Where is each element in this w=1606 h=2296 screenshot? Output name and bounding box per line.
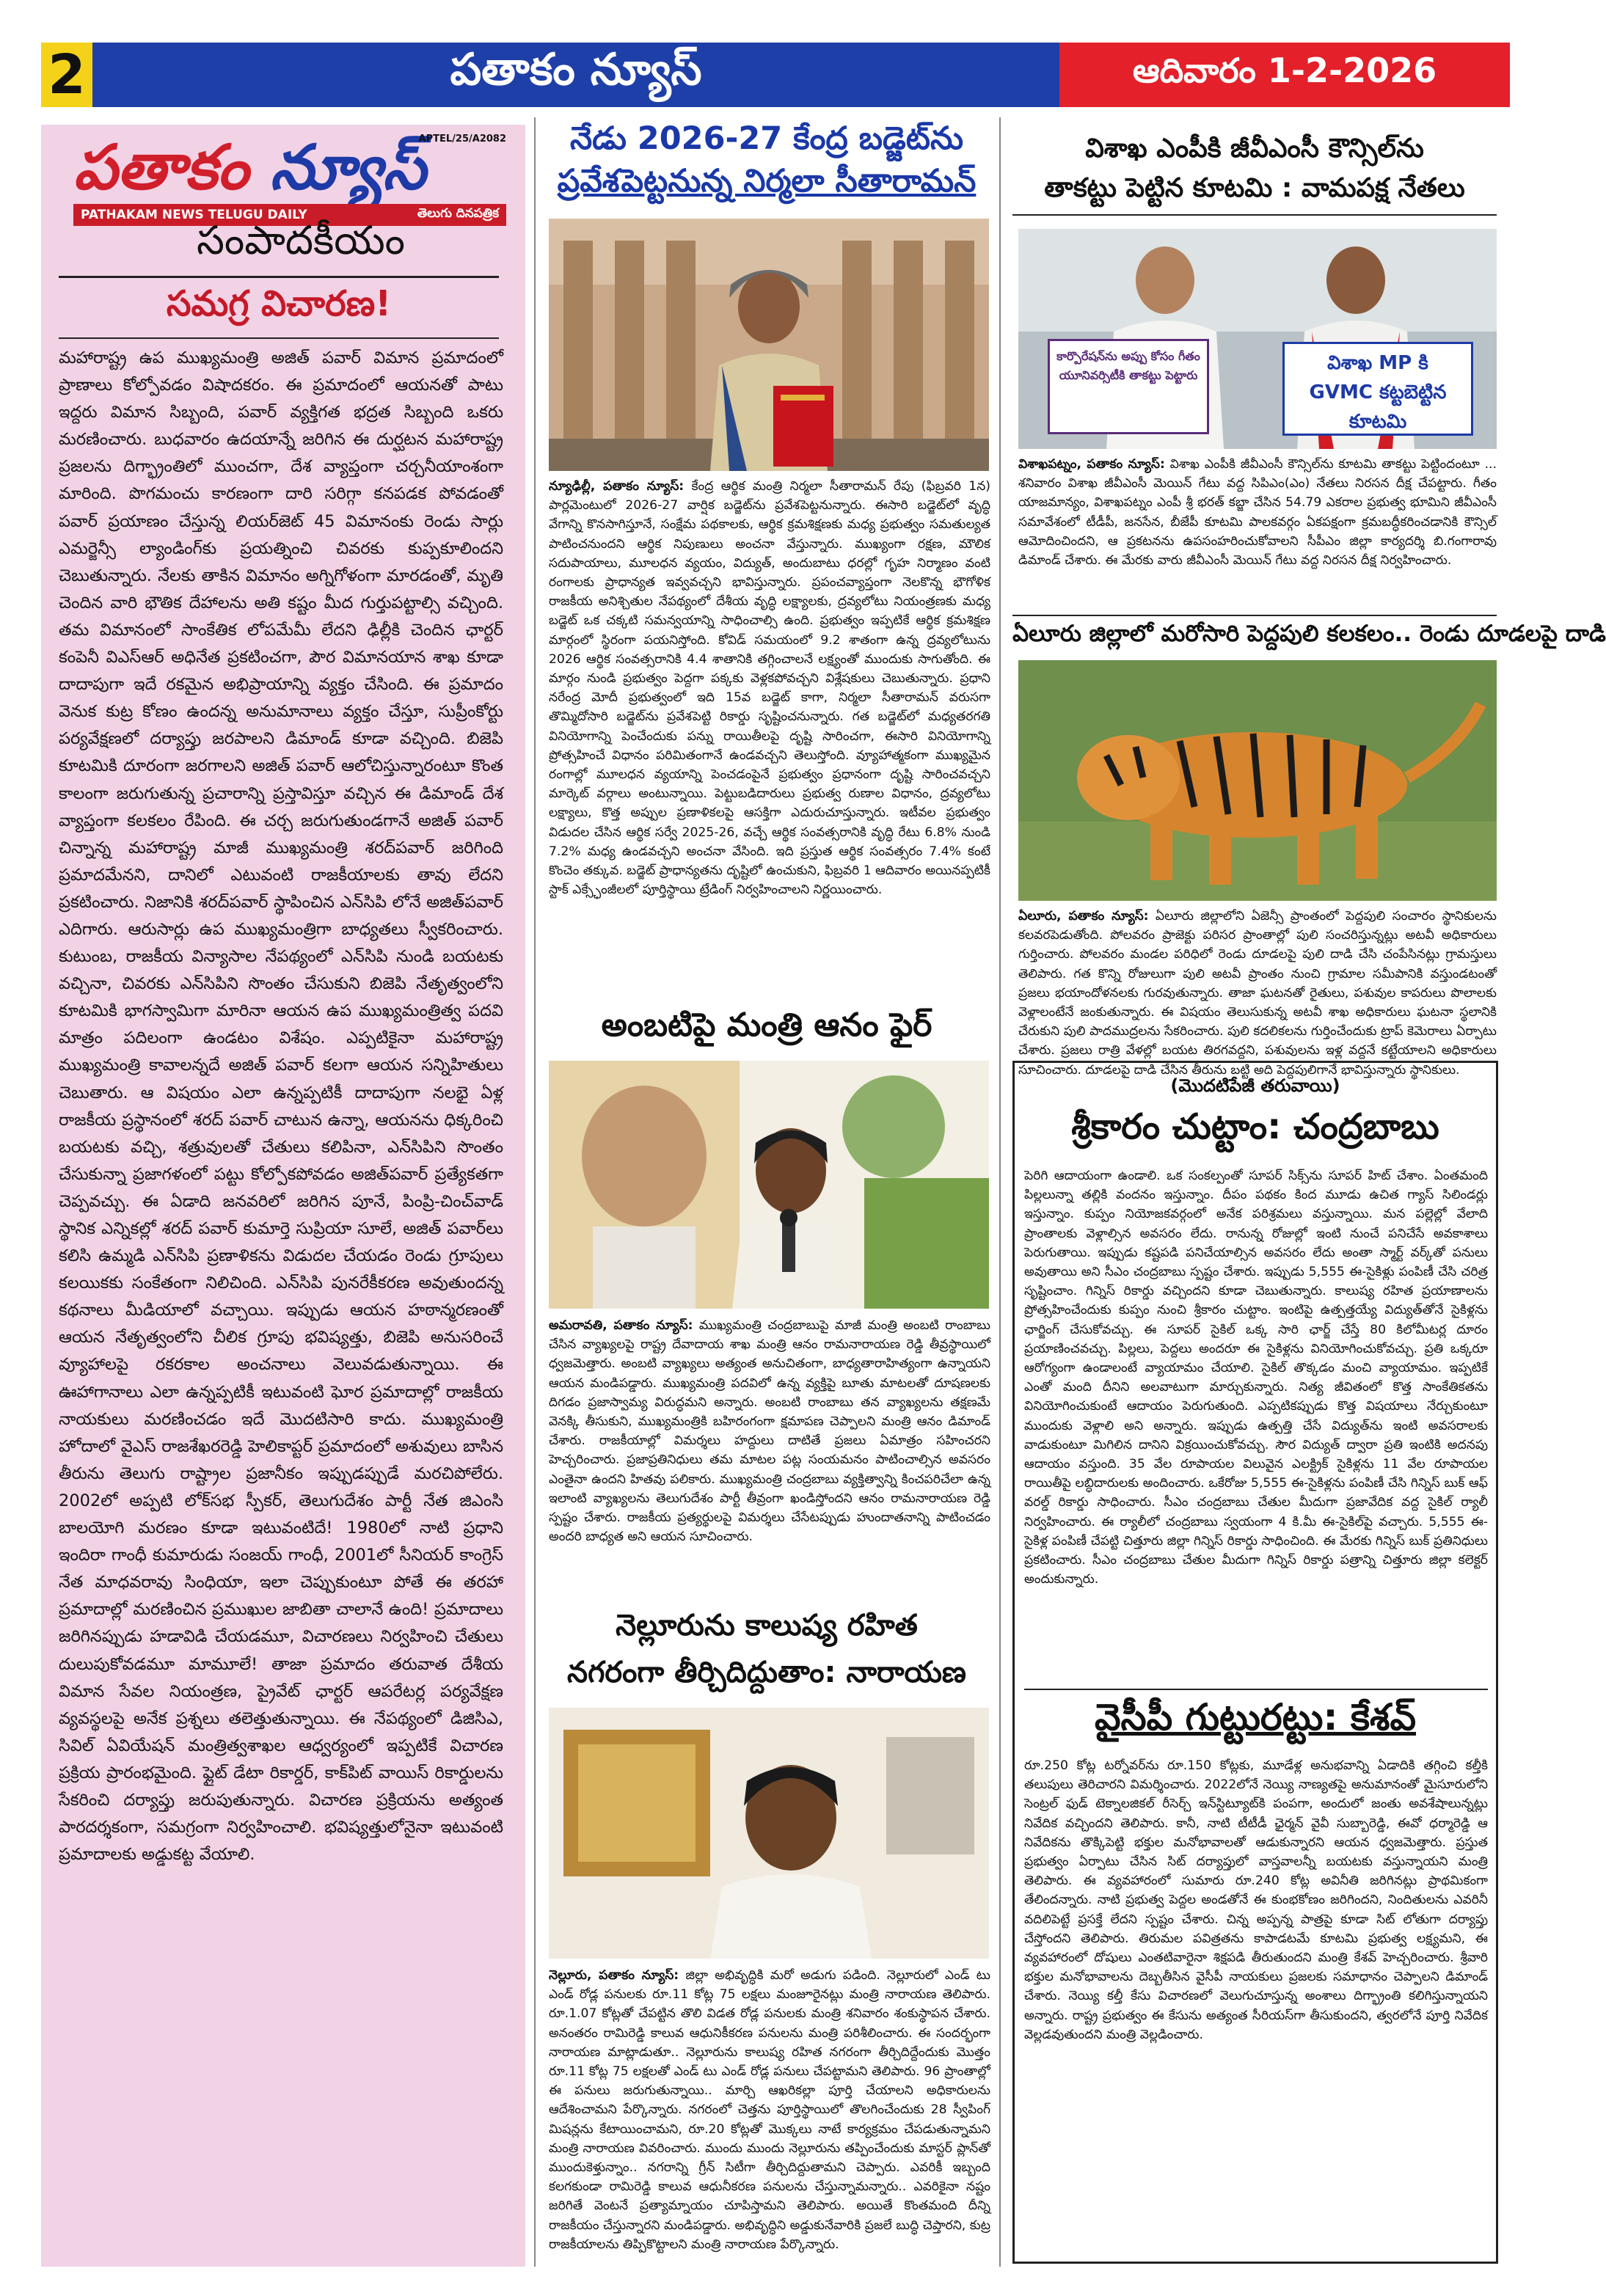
logo-name-b: న్యూస్ (269, 131, 426, 203)
chandrababu-headline: శ్రీకారం చుట్టాం: చంద్రబాబు (1071, 1106, 1439, 1147)
divider (59, 276, 499, 278)
editorial-headline: సమగ్ర విచారణ! (166, 283, 392, 324)
budget-headline-line2: ప్రవేశపెట్టనున్న నిర్మలా సీతారామన్ (557, 163, 977, 200)
logo-strip-left: PATHAKAM NEWS TELUGU DAILY (81, 208, 307, 222)
tiger-headline: ఏలూరు జిల్లాలో మరోసారి పెద్దపులి కలకలం.. రెండు దూడలపై దాడి (1012, 615, 1497, 656)
vizag-protest-photo (1018, 229, 1497, 449)
divider (1012, 214, 1497, 216)
narayana-headline-line1: నెల్లూరును కాలుష్య రహిత (616, 1609, 918, 1642)
registration-number: APTEL/25/A2082 (418, 134, 506, 145)
anam-article (549, 1316, 990, 1595)
keshav-article: రూ.250 కోట్ల టర్నోవర్‌ను రూ.150 కోట్లకు, మూడేళ్ల అనుభవాన్ని ఏడాదికి తగ్గించి కల్తీకి తలుపులు తెరిచారని విమర్శించారు. 2022లోనే నెయ్యి నాణ్యతపై అనుమానంతో మైసూరులోని సెంట్రల్ ఫుడ్ టెక్నాలజికల్ రీసెర్చ్ ఇన్‌స్టిట్యూట్‌కి పంపగా, అందులో జంతు అవశేషాలున్నట్లు నివేదిక వచ్చిందని తెలిపారు. కానీ, నాటి టీటీడీ ఛైర్మన్ వైవీ సుబ్బారెడ్డి, ఈవో ధర్మారెడ్డి ఆ నివేదికను తొక్కిపెట్టి భక్తుల మనోభావాలతో ఆడుకున్నారని ఆయన ధ్వజమెత్తారు. ప్రస్తుత ప్రభుత్వం ఏర్పాటు చేసిన సిట్ దర్యాప్తులో వాస్తవాలన్నీ బయటకు వస్తున్నాయని మంత్రి తెలిపారు. ఈ వ్యవహారంలో సుమారు రూ.240 కోట్ల అవినీతి జరిగినట్లు ప్రాథమికంగా తేలిందన్నారు. నాటి ప్రభుత్వ పెద్దల అండతోనే ఈ కుంభకోణం జరిగిందని, నిందితులను ఎవరినీ వదిలిపెట్టే ప్రసక్తే లేదని స్పష్టం చేశారు. చిన్న అప్పన్న పాత్రపై కూడా సిట్ లోతుగా దర్యాప్తు చేస్తోందని తెలిపారు. తిరుమల పవిత్రతను కాపాడటమే కూటమి ప్రభుత్వ లక్ష్యమని, ఈ వ్యవహారంలో దోషులు ఎంతటివారైనా శిక్షపడి తీరుతుందని మంత్రి కేశవ్ హెచ్చరించారు. శ్రీవారి భక్తుల మనోభావాలను దెబ్బతీసిన వైసీపీ నాయకులు ప్రజలకు సమాధానం చెప్పాలని డిమాండ్ చేశారు. నెయ్యి కల్తీ కేసు విచారణలో వెలుగుచూస్తున్న అంశాలు దిగ్భ్రాంతి కలిగిస్తున్నాయని అన్నారు. రాష్ట్ర ప్రభుత్వం ఈ కేసును అత్యంత సీరియస్‌గా తీసుకుందని, త్వరలోనే పూర్తి నివేదిక వెల్లడవుతుందని మంత్రి వెల్లడించారు. (1024, 1758, 1488, 2042)
budget-article (549, 477, 990, 983)
logo-strip-right: తెలుగు దినపత్రిక (417, 206, 499, 221)
budget-headline (543, 117, 990, 205)
vizag-body: విశాఖ ఎంపీకి జీవీఎంసీ కౌన్సిల్‌ను కూటమి తాకట్టు పెట్టిందంటూ ... శనివారం విశాఖ జీవీఎంసీ మెయిన్ గేటు వద్ద సిపిఎం(ఎం) నేతలు నిరసన దీక్ష చేపట్టారు. గీతం యాజమాన్యం, విశాఖపట్నం ఎంపీ శ్రీ భరత్ కబ్జా చేసిన 54.79 ఎకరాల ప్రభుత్వ భూమిని జీవీఎంసీ సమావేశంలో టీడీపీ, జనసేన, బీజేపీ కూటమి పాలకవర్గం ఏకపక్షంగా క్రమబద్ధీకరించడానికి కౌన్సిల్ ఆమోదించిందని, ఆ ప్రకటనను ఉపసంహరించుకోవాలని సీపీఎం జిల్లా కార్యదర్శి బి.గంగారావు డిమాండ్ చేశారు. ఈ మేరకు వారు జీవీఎంసీ మెయిన్ గేటు వద్ద నిరసన దీక్ష నిర్వహించారు. (1018, 457, 1497, 568)
narayana-photo (549, 1708, 989, 1959)
narayana-body: జిల్లా అభివృద్ధికి మరో అడుగు పడింది. నెల్లూరులో ఎండ్ టు ఎండ్ రోడ్ల పనులకు రూ.11 కోట్ల 75 లక్షలు మంజూరైనట్లు మంత్రి నారాయణ తెలిపారు. రూ.1.07 కోట్లతో చేపట్టిన తొలి విడత రోడ్ల పనులకు మంత్రి శనివారం శంకుస్థాపన చేశారు. అనంతరం రామిరెడ్డి కాలువ ఆధునికీకరణ పనులను మంత్రి పరిశీలించారు. ఈ సందర్భంగా నారాయణ మాట్లాడుతూ.. నెల్లూరును కాలుష్య రహిత నగరంగా తీర్చిదిద్దేందుకు మొత్తం రూ.11 కోట్ల 75 లక్షలతో ఎండ్ టు ఎండ్ రోడ్ల పనులు చేపట్టామని తెలిపారు. 96 ప్రాంతాల్లో ఈ పనులు జరుగుతున్నాయి.. మార్చి ఆఖరికల్లా పూర్తి చేయాలని అధికారులను ఆదేశించామని పేర్కొన్నారు. నగరంలో చెత్తను పూర్తిస్థాయిలో తొలగించేందుకు 28 స్వీపింగ్ మిషన్లను కేటాయించామని, రూ.20 కోట్లతో మొక్కలు నాటే కార్యక్రమం చేపడుతున్నామని మంత్రి నారాయణ వివరించారు. ముందు ముందు నెల్లూరును తప్పించేందుకు మాస్టర్ ప్లాన్‌తో ముందుకెళ్తున్నాం.. నగరాన్ని గ్రీన్ సిటీగా తీర్చిదిద్దుతామని చెప్పారు. ఎవరికీ ఇబ్బంది కలగకుండా రామిరెడ్డి కాలువ ఆధునీకరణ పనులను చేస్తున్నామన్నారు.. ఎవరికైనా నష్టం జరిగితే వెంటనే ప్రత్యామ్నాయం చూపిస్తామని తెలిపారు. అయితే కొంతమంది దీన్ని రాజకీయం చేస్తున్నారని మండిపడ్డారు. అభివృద్ధిని అడ్డుకునేవారికి ప్రజలే బుద్ధి చెప్తారని, కుట్ర రాజకీయాలను తిప్పికొట్టాలని మంత్రి నారాయణ పేర్కొన్నారు. (549, 1968, 990, 2252)
placard-right-line1: విశాఖ MP కి (1327, 352, 1428, 374)
tiger-photo (1018, 660, 1497, 901)
divider (1024, 1689, 1488, 1690)
parliament-illustration (549, 219, 989, 471)
tiger-illustration (1018, 660, 1497, 901)
divider (59, 337, 499, 339)
narayana-article (549, 1966, 990, 2267)
issue-date: ఆదివారం 1-2-2026 (1059, 43, 1510, 107)
press-meet-illustration (549, 1061, 989, 1309)
page-number: 2 (41, 43, 92, 107)
anam-photo (549, 1061, 989, 1309)
editorial-label: సంపాదకీయం (196, 217, 406, 263)
portrait-illustration (549, 1708, 989, 1959)
keshav-headline: వైసీపీ గుట్టురట్టు: కేశవ్ (1094, 1696, 1417, 1739)
column-divider (534, 117, 536, 2267)
narayana-headline-line2: నగరంగా తీర్చిదిద్దుతాం: నారాయణ (567, 1656, 966, 1689)
anam-headline: అంబటిపై మంత్రి ఆనం ఫైర్ (601, 1006, 932, 1044)
vizag-dateline: విశాఖపట్నం, పతాకం న్యూస్: (1018, 457, 1165, 472)
placard-right (1282, 342, 1473, 436)
vizag-article (1018, 455, 1497, 613)
chandrababu-article: పెరిగి ఆదాయంగా ఉండాలి. ఒక సంకల్పంతో సూపర్ సిక్స్‌ను సూపర్ హిట్ చేశాం. ఏంతమంది పిల్లలున్నా తల్లికి వందనం ఇస్తున్నాం. దీపం పథకం కింద మూడు ఉచిత గ్యాస్ సిలిండర్లు ఇస్తున్నాం. కుప్పం నియోజకవర్గంలో అనేక పరిశ్రమలు వస్తున్నాయి. మన పల్లెల్లో వేలాది ప్రాంతాలకు వెళ్లాల్సిన అవసరం లేదు. రానున్న రోజుల్లో ఇంటి నుంచే పనిచేసే అవకాశాలు పెరుగుతాయి. ఇప్పుడు కష్టపడి పనిచేయాల్సిన అవసరం లేదు అంతా స్మార్ట్ వర్క్‌తో పనులు అవుతాయి అని సీఎం చంద్రబాబు స్పష్టం చేశారు. ఇప్పుడు 5,555 ఈ-సైకిళ్లు పంపిణీ చేసి చరిత్ర సృష్టించాం. గిన్నిస్ రికార్డు వచ్చిందని కూడా చెబుతున్నారు. కాలుష్య రహిత ప్రయాణాలను ప్రోత్సహించేందుకు కుప్పం నుంచి శ్రీకారం చుట్టాం. ఇంటిపై ఉత్పత్తయ్యే విద్యుత్‌తోనే సైకిళ్లను ఛార్జింగ్ చేసుకోవచ్చు. ఈ సూపర్ సైకిల్ ఒక్క సారి ఛార్జ్ చేస్తే 80 కిలోమీటర్ల దూరం ప్రయాణించవచ్చు. పిల్లలు, పెద్దలు అందరూ ఈ సైకిళ్లను వినియోగించుకోవచ్చు. ప్రతి ఒక్కరూ ఆరోగ్యంగా ఉండాలంటే వ్యాయామం చేయాలి. సైకిల్ తొక్కడం మంచి వ్యాయామం. ఇప్పటికే ఎంతో మంది దీనిని అలవాటుగా మార్చుకున్నారు. నిత్య జీవితంలో కొత్త సాంకేతికతను వినియోగించుకుంటే ఆదాయం పెరుగుతుంది. ఎప్పటికప్పుడు కొత్త విషయాలు నేర్చుకుంటూ ముందుకు వెళ్లాలి అని అన్నారు. ఇప్పుడు ఉత్పత్తి చేసే విద్యుత్‌ను ఇంటి అవసరాలకు వాడుకుంటూ మిగిలిన దానిని విక్రయించుకోవచ్చు. సౌర విద్యుత్ ద్వారా ప్రతి ఇంటికి అదనపు ఆదాయం వస్తుంది. 35 వేల రూపాయల విలువైన ఎలక్ట్రిక్ సైకిళ్లను 11 వేల రూపాయల రాయితీపై లబ్ధిదారులకు అందించారు. ఒకేరోజు 5,555 ఈ-సైకిళ్లను పంపిణీ చేసి గిన్నిస్ బుక్ ఆఫ్ వరల్డ్ రికార్డు సాధించారు. సీఎం చంద్రబాబు చేతుల మీదుగా ప్రజావేదిక వద్ద సైకిల్ ర్యాలీ నిర్వహించారు. ఈ ర్యాలీలో చంద్రబాబు స్వయంగా 4 కి.మీ ఈ-సైకిల్‌పై వచ్చారు. 5,555 ఈ-సైకిళ్ల పంపిణీ చేపట్టి చిత్తూరు జిల్లా గిన్నిస్ రికార్డు సాధించింది. ఈ మేరకు గిన్నిస్ బుక్ ప్రతినిధులు ప్రకటించారు. సీఎం చంద్రబాబు చేతుల మీదుగా గిన్నిస్ రికార్డు పత్రాన్ని చిత్తూరు జిల్లా కలెక్టర్ అందుకున్నారు. (1024, 1169, 1488, 1587)
narayana-headline (543, 1602, 990, 1705)
budget-body: కేంద్ర ఆర్థిక మంత్రి నిర్మలా సీతారామన్ రేపు (ఫిబ్రవరి 1న) పార్లమెంటులో 2026-27 వార్షిక బడ్జెట్‌ను ప్రవేశపెట్టనున్నారు. ఈసారి బడ్జెట్‌లో వృద్ధి వేగాన్ని కొనసాగిస్తూనే, సంక్షేమ పథకాలకు, ఆర్థిక క్రమశిక్షణకు మధ్య ప్రభుత్వం సమతుల్యత పాటించనుందని ఆర్థిక నిపుణులు అంచనా వేస్తున్నారు. ముఖ్యంగా రక్షణ, మౌలిక సదుపాయాలు, మూలధన వ్యయం, విద్యుత్, అందుబాటు ధరల్లో గృహ నిర్మాణం వంటి రంగాలకు ప్రాధాన్యత ఇవ్వవచ్చని భావిస్తున్నారు. ప్రపంచవ్యాప్తంగా నెలకొన్న భౌగోళిక రాజకీయ అనిశ్చితుల నేపథ్యంలో దేశీయ వృద్ధి లక్ష్యాలకు, ద్రవ్యలోటు నియంత్రణకు మధ్య బడ్జెట్ ఒక చక్కటి సమన్వయాన్ని సాధించాల్సి ఉంది. ప్రభుత్వం ఇప్పటికే ఆర్థిక క్రమశిక్షణ మార్గంలో స్థిరంగా పయనిస్తోంది. కోవిడ్ సమయంలో 9.2 శాతంగా ఉన్న ద్రవ్యలోటును 2026 ఆర్థిక సంవత్సరానికి 4.4 శాతానికి తగ్గించాలనే లక్ష్యంతో ముందుకు సాగుతోంది. ఈ మార్గం నుండి ప్రభుత్వం పెద్దగా పక్కకు వెళ్లకపోవచ్చని విశ్లేషకులు చెబుతున్నారు. ప్రధాని నరేంద్ర మోదీ ప్రభుత్వంలో ఇది 15వ బడ్జెట్ కాగా, నిర్మలా సీతారామన్ వరుసగా తొమ్మిదోసారి బడ్జెట్‌ను ప్రవేశపెట్టి రికార్డు సృష్టించనున్నారు. గత బడ్జెట్‌లో మధ్యతరగతి వినియోగాన్ని పెంచేందుకు పన్ను రాయితీలపై దృష్టి సారించగా, ఈసారి వినియోగాన్ని ప్రోత్సహించే విధానం పరిమితంగానే ఉండవచ్చని తెలుస్తోంది. వ్యూహాత్మకంగా ముఖ్యమైన రంగాల్లో మూలధన వ్యయాన్ని పెంచడంపైనే ప్రభుత్వం ప్రధానంగా దృష్టి సారించవచ్చని మార్కెట్ వర్గాలు అంటున్నాయి. పెట్టుబడిదారులు ప్రభుత్వ రుణాల విధానం, ద్రవ్యలోటు లక్ష్యాలు, కొత్త అప్పుల ప్రణాళికలపై ఆసక్తిగా ఎదురుచూస్తున్నారు. ఇటీవల ప్రభుత్వం విడుదల చేసిన ఆర్థిక సర్వే 2025-26, వచ్చే ఆర్థిక సంవత్సరానికి వృద్ధి రేటు 6.8% నుండి 7.2% మధ్య ఉండవచ్చని అంచనా వేసింది. ఇది ప్రస్తుత ఆర్థిక సంవత్సరం 7.4% కంటే కొంచెం తక్కువ. బడ్జెట్ ప్రాధాన్యతను దృష్టిలో ఉంచుకుని, ఫిబ్రవరి 1 ఆదివారం అయినప్పటికీ స్టాక్ ఎక్స్ఛేంజీలలో పూర్తిస్థాయి ట్రేడింగ్ నిర్వహించాలని నిర్ణయించారు. (549, 479, 991, 898)
anam-body: ముఖ్యమంత్రి చంద్రబాబుపై మాజీ మంత్రి అంబటి రాంబాబు చేసిన వ్యాఖ్యలపై రాష్ట్ర దేవాదాయ శాఖ మంత్రి ఆనం రామనారాయణ రెడ్డి తీవ్రస్థాయిలో ధ్వజమెత్తారు. అంబటి వ్యాఖ్యలు అత్యంత అనుచితంగా, బాధ్యతారాహిత్యంగా ఉన్నాయని ఆయన మండిపడ్డారు. ముఖ్యమంత్రి పదవిలో ఉన్న వ్యక్తిపై బూతు మాటలతో దూషణలకు దిగడం ప్రజాస్వామ్య విరుద్ధమని అన్నారు. అంబటి రాంబాబు తన వ్యాఖ్యలను తక్షణమే వెనక్కి తీసుకుని, ముఖ్యమంత్రికి బహిరంగంగా క్షమాపణ చెప్పాలని మంత్రి ఆనం డిమాండ్ చేశారు. రాజకీయాల్లో విమర్శలు హద్దులు దాటితే ప్రజలు ఏమాత్రం సహించరని హెచ్చరించారు. ప్రజాప్రతినిధులు తమ మాటల పట్ల సంయమనం పాటించాల్సిన అవసరం ఎంతైనా ఉందని హితవు పలికారు. ముఖ్యమంత్రి చంద్రబాబు వ్యక్తిత్వాన్ని కించపరిచేలా ఉన్న ఇలాంటి వ్యాఖ్యలను తెలుగుదేశం పార్టీ తీవ్రంగా ఖండిస్తోందని ఆనం రామనారాయణ రెడ్డి స్పష్టం చేశారు. రాజకీయ ప్రత్యర్థులపై విమర్శలు చేసేటప్పుడు హుందాతనాన్ని పాటించడం అందరి బాధ్యత అని ఆయన సూచించారు. (549, 1318, 990, 1545)
tiger-article (1018, 907, 1497, 1078)
logo-name-a: పతాకం (73, 131, 249, 203)
budget-photo (549, 219, 989, 471)
continued-label: (మొదటిపేజీ తరువాయి) (1170, 1075, 1340, 1096)
vizag-headline-line1: విశాఖ ఎంపీకి జీవీఎంసీ కౌన్సిల్‌ను (1085, 134, 1424, 164)
column-divider (999, 117, 1001, 2267)
anam-dateline: అమరావతి, పతాకం న్యూస్: (549, 1318, 693, 1333)
placard-right-line2: GVMC కట్టబెట్టిన కూటమి (1309, 381, 1447, 433)
tiger-body: ఏలూరు జిల్లాలోని ఏజెన్సీ ప్రాంతంలో పెద్దపులి సంచారం స్థానికులను కలవరపెడుతోంది. పోలవరం ప్రాజెక్టు పరిసర ప్రాంతాల్లో పులి సంచరిస్తున్నట్లు అటవీ అధికారులు గుర్తించారు. పోలవరం మండల పరిధిలో రెండు దూడలపై పులి దాడి చేసి చంపేసినట్లు గ్రామస్తులు తెలిపారు. గత కొన్ని రోజులుగా పులి అటవీ ప్రాంతం నుంచి గ్రామాల సమీపానికి వస్తుండటంతో ప్రజలు భయాందోళనలకు గురవుతున్నారు. తాజా ఘటనతో రైతులు, పశువుల కాపరులు పొలాలకు వెళ్లాలంటేనే జంకుతున్నారు. ఈ విషయం తెలుసుకున్న అటవీ శాఖ అధికారులు ఘటనా స్థలానికి చేరుకుని పులి పాదముద్రలను సేకరించారు. పులి కదలికలను గుర్తించేందుకు ట్రాప్ కెమెరాలు ఏర్పాటు చేశారు. ప్రజలు రాత్రి వేళల్లో బయట తిరగవద్దని, పశువులను ఇళ్ల వద్దనే కట్టేయాలని అధికారులు సూచించారు. దూడలపై దాడి చేసిన తీరును బట్టి అది పెద్దపులిగానే భావిస్తున్నారు స్థానికులు. (1018, 909, 1497, 1078)
narayana-dateline: నెల్లూరు, పతాకం న్యూస్: (549, 1968, 679, 1983)
placard-left: కార్పొరేషన్‌ను అప్పు కోసం గీతం యూనివర్సిటీకి తాకట్టు పెట్టారు (1048, 339, 1209, 434)
editorial-body: మహారాష్ట్ర ఉప ముఖ్యమంత్రి అజిత్ పవార్ విమాన ప్రమాదంలో ప్రాణాలు కోల్పోవడం విషాదకరం. ఈ ప్రమాదంలో ఆయనతో పాటు ఇద్దరు విమాన సిబ్బంది, పవార్ వ్యక్తిగత భద్రత సిబ్బంది ఒకరు మరణించారు. బుధవారం ఉదయాన్నే జరిగిన ఈ దుర్ఘటన మహారాష్ట్ర ప్రజలను దిగ్భ్రాంతిలో ముంచగా, దేశ వ్యాప్తంగా చర్చనీయాంశంగా మారింది. పొగమంచు కారణంగా దారి సరిగ్గా కనపడక పోవడంతో పవార్ ప్రయాణం చేస్తున్న లియర్‌జెట్ 45 విమానంకు రెండు సార్లు ఎమర్జెన్సీ ల్యాండింగ్‌కు ప్రయత్నించి చివరకు కుప్పకూలిందని చెబుతున్నారు. నేలకు తాకిన విమానం అగ్నిగోళంగా మారడంతో, మృతి చెందిన వారి భౌతిక దేహాలను అతి కష్టం మీద గుర్తుపట్టాల్సి వచ్చింది. తమ విమానంలో సాంకేతిక లోపమేమీ లేదని ఢిల్లీకి చెందిన ఛార్టర్ కంపెనీ విఎస్ఆర్ అధినేత ప్రకటించగా, పౌర విమానయాన శాఖ కూడా దాదాపుగా ఇదే రకమైన అభిప్రాయాన్ని వ్యక్తం చేసింది. ఈ ప్రమాదం వెనుక కుట్ర కోణం ఉందన్న అనుమానాలు వ్యక్తం చేస్తూ, సుప్రీంకోర్టు పర్యవేక్షణలో దర్యాప్తు జరపాలని డిమాండ్ కూడా వచ్చింది. బిజెపి కూటమికి దూరంగా జరగాలని అజిత్ పవార్ ఆలోచిస్తున్నారంటూ కొంత కాలంగా జరుగుతున్న ప్రచారాన్ని ప్రస్తావిస్తూ వచ్చిన ఈ డిమాండ్ దేశ వ్యాప్తంగా కలకలం రేపింది. ఈ చర్చ జరుగుతుండగానే అజిత్ పవార్ చిన్నాన్న మహారాష్ట్ర మాజీ ముఖ్యమంత్రి శరద్‌పవార్ జరిగింది ప్రమాదమేనని, దానిలో ఎటువంటి రాజకీయాలకు తావు లేదని ప్రకటించారు. నిజానికి శరద్‌పవార్ స్థాపించిన ఎన్‌సిపి లోనే అజిత్‌పవార్ ఎదిగారు. ఆరుసార్లు ఉప ముఖ్యమంత్రిగా బాధ్యతలు స్వీకరించారు. కుటుంబ, రాజకీయ విన్యాసాల నేపథ్యంలో ఎన్‌సిపి నుండి బయటకు వచ్చినా, చివరకు ఎన్‌సిపిని సొంతం చేసుకుని బిజెపి నేతృత్వంలోని కూటమికి భాగస్వామిగా మారినా ఆయన ఉప ముఖ్యమంత్రిత్వ పదవి మాత్రం పదిలంగా ఉండటం విశేషం. ఎప్పటికైనా మహారాష్ట్ర ముఖ్యమంత్రి కావాలన్నదే అజిత్ పవార్ కలగా ఆయన సన్నిహితులు చెబుతారు. ఆ విషయం ఎలా ఉన్నప్పటికీ దాదాపుగా నలభై ఏళ్ల రాజకీయ ప్రస్థానంలో శరద్ పవార్ చాటున ఉన్నా, ఆయనను ధిక్కరించి బయటకు వచ్చి, శత్రువులతో చేతులు కలిపినా, ఎన్‌సిపిని సొంతం చేసుకున్నా ప్రజాగళంలో పట్టు కోల్పోకపోవడం అజిత్‌పవార్ ప్రత్యేకతగా చెప్పవచ్చు. ఈ ఏడాది జనవరిలో జరిగిన పూనే, పింప్రి-చించ్‌వాడ్ స్థానిక ఎన్నికల్లో శరద్ పవార్ కుమార్తె సుప్రియా సూలే, అజిత్ పవార్‌లు కలిసి ఉమ్మడి ఎన్‌సిపి ప్రణాళికను విడుదల చేయడం రెండు గ్రూపులు కలయికకు సంకేతంగా నిలిచింది. ఎన్‌సిపి పునరేకీకరణ అవుతుందన్న కథనాలు మీడియాలో వచ్చాయి. ఇప్పుడు ఆయన హఠాన్మరణంతో ఆయన నేతృత్వంలోని చీలిక గ్రూపు భవిష్యత్తు, బిజెపి అనుసరించే వ్యూహాలపై రకరకాల అంచనాలు వెలువడుతున్నాయి. ఈ ఊహాగానాలు ఎలా ఉన్నప్పటికీ ఇటువంటి ఘోర ప్రమాదాల్లో రాజకీయ నాయకులు మరణించడం ఇదే మొదటిసారి కాదు. ముఖ్యమంత్రి హోదాలో వైఎస్ రాజశేఖరరెడ్డి హెలికాప్టర్ ప్రమాదంలో అశువులు బాసిన తీరును తెలుగు రాష్ట్రాల ప్రజానీకం ఇప్పుడప్పుడే మరచిపోలేరు. 2002లో అప్పటి లోక్‌సభ స్పీకర్, తెలుగుదేశం పార్టీ నేత జిఎంసి బాలయోగి మరణం కూడా ఇటువంటిదే! 1980లో నాటి ప్రధాని ఇందిరా గాంధీ కుమారుడు సంజయ్ గాంధీ, 2001లో సీనియర్ కాంగ్రెస్ నేత మాధవరావు సింధియా, ఇలా చెప్పుకుంటూ పోతే ఈ తరహా ప్రమాదాల్లో మరణించిన ప్రముఖుల జాబితా చాలానే ఉంది! ప్రమాదాలు జరిగినప్పుడు హడావిడి చేయడమూ, విచారణలు నిర్వహించి చేతులు దులుపుకోవడమూ మామూలే! తాజా ప్రమాదం తరువాత దేశీయ విమాన సేవల నియంత్రణ, ప్రైవేట్ ఛార్టర్ ఆపరేటర్ల పర్యవేక్షణ వ్యవస్థలపై అనేక ప్రశ్నలు తలెత్తుతున్నాయి. ఈ నేపథ్యంలో డిజిసిఎ, సివిల్ ఏవియేషన్ మంత్రిత్వశాఖల ఆధ్వర్యంలో ఇప్పటికే విచారణ ప్రక్రియ ప్రారంభమైంది. ఫ్లైట్ డేటా రికార్డర్, కాక్‌పిట్ వాయిస్ రికార్డులను సేకరించి దర్యాప్తు జరుపుతున్నారు. విచారణ ప్రక్రియను అత్యంత పారదర్శకంగా, సమగ్రంగా నిర్వహించాలి. భవిష్యత్తులోనైనా ఇటువంటి ప్రమాదాలకు అడ్డుకట్ట వేయాలి. (59, 348, 503, 1865)
paper-title-banner: పతాకం న్యూస్ (92, 43, 1059, 107)
tiger-dateline: ఏలూరు, పతాకం న్యూస్: (1018, 909, 1149, 924)
budget-headline-line1: నేడు 2026-27 కేంద్ర బడ్జెట్‌ను (569, 120, 964, 157)
vizag-headline-line2: తాకట్టు పెట్టిన కూటమి : వామపక్ష నేతలు (1044, 173, 1465, 203)
budget-dateline: న్యూఢిల్లీ, పతాకం న్యూస్: (549, 479, 685, 494)
vizag-headline (1012, 129, 1497, 210)
